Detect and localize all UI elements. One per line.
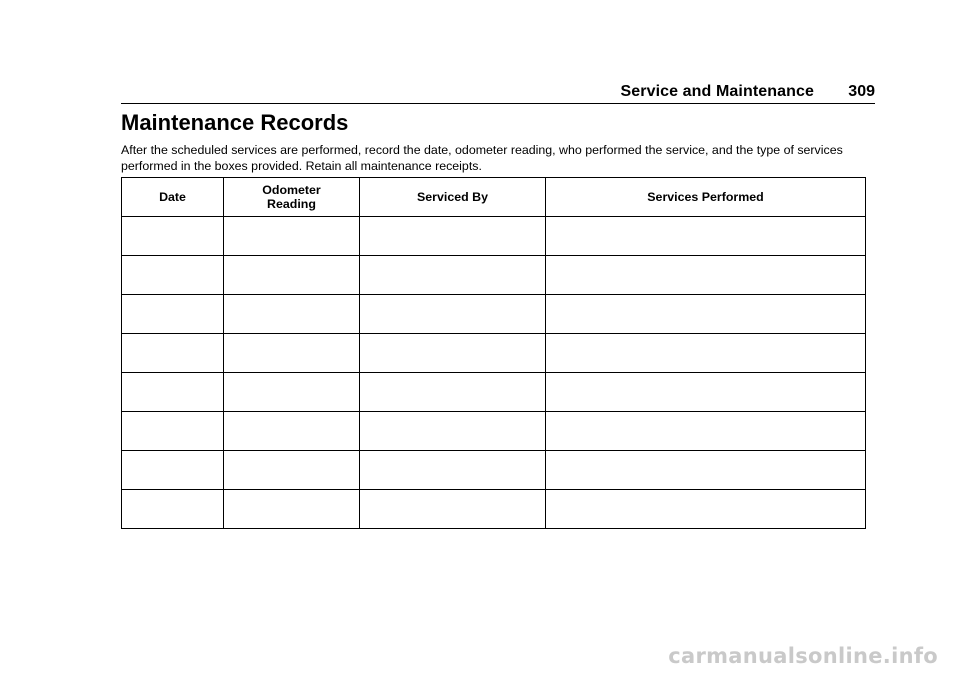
cell-date[interactable] [122, 256, 224, 295]
cell-date[interactable] [122, 295, 224, 334]
table-row [122, 217, 866, 256]
cell-services-performed[interactable] [546, 373, 866, 412]
cell-odometer-reading[interactable] [224, 217, 360, 256]
table-row [122, 295, 866, 334]
records-body [122, 217, 866, 529]
column-header-date: Date [122, 178, 224, 217]
cell-services-performed[interactable] [546, 295, 866, 334]
cell-odometer-reading[interactable] [224, 451, 360, 490]
cell-serviced-by[interactable] [360, 451, 546, 490]
cell-date[interactable] [122, 412, 224, 451]
cell-date[interactable] [122, 451, 224, 490]
table-row [122, 412, 866, 451]
cell-serviced-by[interactable] [360, 256, 546, 295]
cell-date[interactable] [122, 373, 224, 412]
cell-date[interactable] [122, 334, 224, 373]
cell-date[interactable] [122, 490, 224, 529]
column-header-odometer-reading [224, 178, 360, 217]
maintenance-records-table [121, 177, 866, 529]
cell-services-performed[interactable] [546, 217, 866, 256]
cell-services-performed[interactable] [546, 334, 866, 373]
cell-serviced-by[interactable] [360, 490, 546, 529]
table-row [122, 256, 866, 295]
cell-odometer-reading[interactable] [224, 334, 360, 373]
column-header-serviced-by: Serviced By [360, 178, 546, 217]
odometer-header-line1: Odometer [262, 183, 321, 197]
table-row [122, 373, 866, 412]
table-row [122, 451, 866, 490]
cell-date[interactable] [122, 217, 224, 256]
table-header-row [122, 178, 866, 217]
intro-paragraph: After the scheduled services are performed, record the date, odometer reading, who performed the service, and the type of services performed in the boxes provided. Retain all maintenance receipts. [121, 143, 843, 173]
cell-serviced-by[interactable] [360, 412, 546, 451]
cell-services-performed[interactable] [546, 451, 866, 490]
table-row [122, 490, 866, 529]
odometer-header-line2: Reading [267, 197, 316, 211]
cell-serviced-by[interactable] [360, 295, 546, 334]
cell-serviced-by[interactable] [360, 217, 546, 256]
cell-services-performed[interactable] [546, 256, 866, 295]
table-row [122, 334, 866, 373]
cell-odometer-reading[interactable] [224, 295, 360, 334]
cell-odometer-reading[interactable] [224, 412, 360, 451]
cell-odometer-reading[interactable] [224, 490, 360, 529]
cell-odometer-reading[interactable] [224, 373, 360, 412]
cell-odometer-reading[interactable] [224, 256, 360, 295]
cell-serviced-by[interactable] [360, 373, 546, 412]
section-title: Service and Maintenance [620, 83, 814, 100]
page-title: Maintenance Records [121, 110, 349, 135]
page-number: 309 [848, 83, 875, 100]
watermark: carmanualsonline.info [668, 644, 938, 668]
cell-services-performed[interactable] [546, 412, 866, 451]
running-header [121, 83, 875, 104]
cell-services-performed[interactable] [546, 490, 866, 529]
cell-serviced-by[interactable] [360, 334, 546, 373]
column-header-services-performed: Services Performed [546, 178, 866, 217]
